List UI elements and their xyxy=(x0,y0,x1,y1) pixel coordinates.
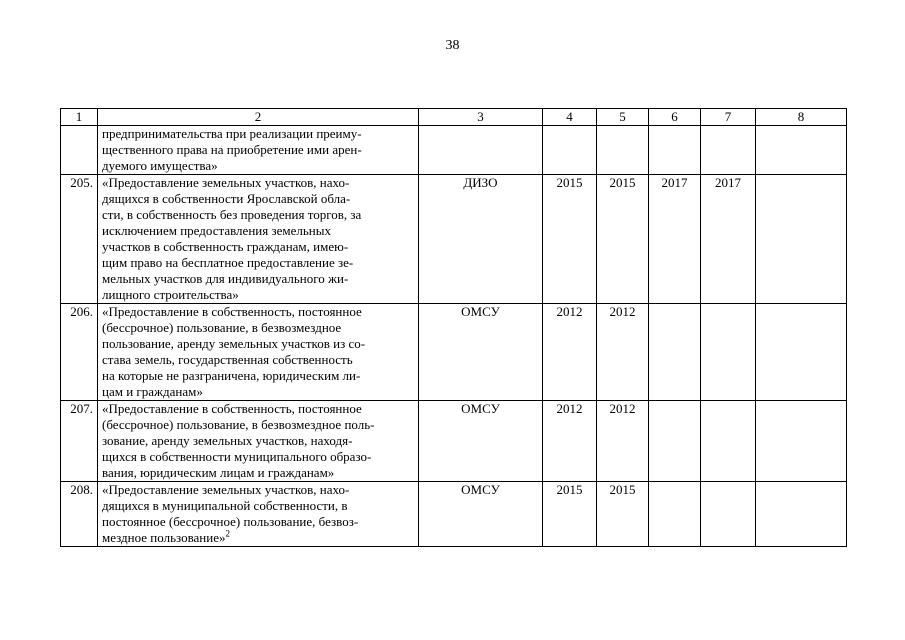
year-col-4: 2012 xyxy=(543,401,597,482)
text-line: мездное пользование» xyxy=(102,530,226,545)
service-name xyxy=(98,126,419,175)
row-number: 206. xyxy=(61,304,98,401)
year-col-6 xyxy=(649,126,701,175)
service-name xyxy=(98,175,419,304)
service-name xyxy=(98,304,419,401)
year-col-4: 2012 xyxy=(543,304,597,401)
year-col-7 xyxy=(701,482,756,547)
text-line: на которые не разграничена, юридическим ли- xyxy=(102,368,361,383)
text-line: «Предоставление земельных участков, нахо- xyxy=(102,482,350,497)
page-number: 38 xyxy=(445,38,460,53)
text-line: дящихся в муниципальной собственности, в xyxy=(102,498,348,513)
year-col-7 xyxy=(701,126,756,175)
text-line: дящихся в собственности Ярославской обла- xyxy=(102,191,351,206)
table-row xyxy=(61,175,847,304)
text-line: щихся в собственности муниципального образо- xyxy=(102,449,372,464)
text-line: щественного права на приобретение ими арен- xyxy=(102,142,362,157)
year-col-6 xyxy=(649,401,701,482)
row-number: 207. xyxy=(61,401,98,482)
year-col-5: 2015 xyxy=(597,482,649,547)
row-number xyxy=(61,126,98,175)
service-name xyxy=(98,482,419,547)
col-header-1: 1 xyxy=(61,109,98,126)
text-line: «Предоставление земельных участков, нахо- xyxy=(102,175,350,190)
header-row xyxy=(61,109,847,126)
text-line: предпринимательства при реализации преиму- xyxy=(102,126,362,141)
row-number: 208. xyxy=(61,482,98,547)
year-col-7: 2017 xyxy=(701,175,756,304)
table-row xyxy=(61,304,847,401)
col-header-2: 2 xyxy=(98,109,419,126)
year-col-7 xyxy=(701,304,756,401)
year-col-5: 2012 xyxy=(597,401,649,482)
year-col-6: 2017 xyxy=(649,175,701,304)
organization xyxy=(419,126,543,175)
col-8-cell xyxy=(756,482,847,547)
col-header-8: 8 xyxy=(756,109,847,126)
year-col-5 xyxy=(597,126,649,175)
year-col-4 xyxy=(543,126,597,175)
year-col-5: 2012 xyxy=(597,304,649,401)
col-header-3: 3 xyxy=(419,109,543,126)
text-line: постоянное (бессрочное) пользование, безвоз- xyxy=(102,514,359,529)
col-8-cell xyxy=(756,401,847,482)
row-number: 205. xyxy=(61,175,98,304)
organization: ОМСУ xyxy=(419,401,543,482)
year-col-4: 2015 xyxy=(543,482,597,547)
text-line: исключением предоставления земельных xyxy=(102,223,331,238)
table-row xyxy=(61,401,847,482)
col-8-cell xyxy=(756,175,847,304)
text-line: лищного строительства» xyxy=(102,287,239,302)
text-line: зование, аренду земельных участков, находя- xyxy=(102,433,353,448)
organization: ОМСУ xyxy=(419,482,543,547)
year-col-6 xyxy=(649,482,701,547)
table-row xyxy=(61,482,847,547)
text-line: «Предоставление в собственность, постоянное xyxy=(102,401,362,416)
year-col-4: 2015 xyxy=(543,175,597,304)
services-table xyxy=(60,108,847,547)
text-line: става земель, государственная собственность xyxy=(102,352,353,367)
text-line: пользование, аренду земельных участков из со- xyxy=(102,336,366,351)
text-line: дуемого имущества» xyxy=(102,158,218,173)
text-line: щим право на бесплатное предоставление зе- xyxy=(102,255,354,270)
text-line: участков в собственность гражданам, имею- xyxy=(102,239,349,254)
col-8-cell xyxy=(756,126,847,175)
text-line: (бессрочное) пользование, в безвозмездное xyxy=(102,320,342,335)
col-header-6: 6 xyxy=(649,109,701,126)
year-col-6 xyxy=(649,304,701,401)
text-line: вания, юридическим лицам и гражданам» xyxy=(102,465,335,480)
organization: ОМСУ xyxy=(419,304,543,401)
col-8-cell xyxy=(756,304,847,401)
col-header-7: 7 xyxy=(701,109,756,126)
table-row xyxy=(61,126,847,175)
text-line: сти, в собственность без проведения торгов, за xyxy=(102,207,362,222)
text-line: (бессрочное) пользование, в безвозмездное поль- xyxy=(102,417,375,432)
col-header-4: 4 xyxy=(543,109,597,126)
service-name xyxy=(98,401,419,482)
col-header-5: 5 xyxy=(597,109,649,126)
footnote-ref: 2 xyxy=(225,528,230,539)
text-line: цам и гражданам» xyxy=(102,384,203,399)
year-col-7 xyxy=(701,401,756,482)
organization: ДИЗО xyxy=(419,175,543,304)
year-col-5: 2015 xyxy=(597,175,649,304)
text-line: «Предоставление в собственность, постоянное xyxy=(102,304,362,319)
text-line: мельных участков для индивидуального жи- xyxy=(102,271,349,286)
text-line-with-footnote xyxy=(102,530,414,546)
